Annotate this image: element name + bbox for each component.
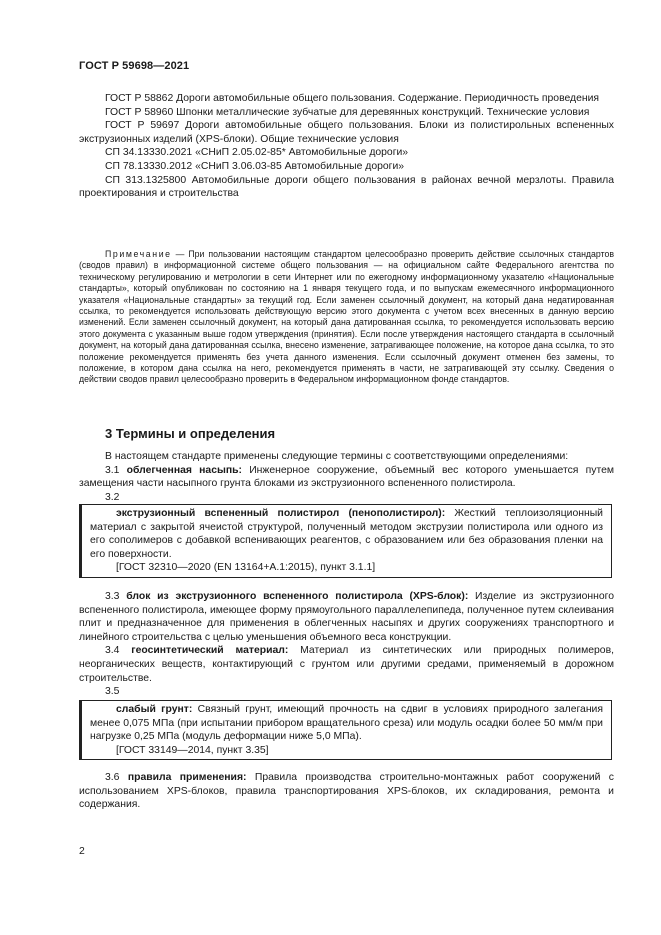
section-intro: В настоящем стандарте применены следующие термины с соответствующими определениями: bbox=[105, 451, 569, 462]
term-3-6-block bbox=[79, 771, 614, 812]
term-3-2-box bbox=[79, 504, 612, 578]
term-definition: Связный грунт, имеющий прочность на сдвиг в условиях природного залегания менее 0,075 МПа (при испытании прибором вращательного среза) или модуль осадки более 50 мм/м при нагрузке 0,25 МПа (модуль деформации ниже 5,0 МПа). bbox=[90, 704, 603, 743]
term-3-6 bbox=[79, 771, 614, 812]
term-3-5-box bbox=[79, 700, 612, 760]
term-definition: Материал из синтетических или природных полимеров, неорганических веществ, контактирующий с грунтом или другими средами, применяемый в дорожном строительстве. bbox=[79, 645, 614, 684]
term-number: 3.1 bbox=[105, 464, 120, 476]
reference-item: ГОСТ Р 58862 Дороги автомобильные общего пользования. Содержание. Периодичность проведения bbox=[105, 93, 600, 104]
page-number: 2 bbox=[79, 846, 85, 857]
section-intro-block bbox=[79, 450, 614, 504]
term-definition: Правила производства строительно-монтажных работ сооружений с использованием XPS-блоков, правила транспортирования XPS-блоков, их складирования, ремонта и содержания. bbox=[79, 772, 614, 811]
term-definition: Жесткий теплоизоляционный материал с закрытой ячеистой структурой, полученный методом экструзии полистирола или одного из его сополимеров с добавкой вспенивающих реагентов, с образованием или без образования пленки на его поверхности. bbox=[90, 508, 603, 560]
term-name: экструзионный вспененный полистирол (пенополистирол): bbox=[116, 508, 446, 519]
term-name: геосинтетический материал: bbox=[131, 645, 289, 657]
term-number: 3.3 bbox=[105, 591, 120, 602]
term-3-3 bbox=[79, 590, 614, 644]
reference-item: СП 34.13330.2021 «СНиП 2.05.02-85* Автомобильные дороги» bbox=[105, 147, 409, 159]
terms-3-3-3-4-block bbox=[79, 590, 614, 699]
reference-item: ГОСТ Р 58960 Шпонки металлические зубчатые для деревянных конструкций. Технические условия bbox=[105, 106, 590, 118]
section-title: 3 Термины и определения bbox=[105, 426, 276, 441]
term-number-3-2: 3.2 bbox=[105, 491, 120, 503]
reference-item: СП 78.13330.2012 «СНиП 3.06.03-85 Автомобильные дороги» bbox=[105, 160, 405, 172]
note-text: — При пользовании настоящим стандартом целесообразно проверить действие ссылочных стандартов (сводов правил) в информационной системе общего пользования — на официальном сайте Федерального агентства по техническому регулированию и метрологии в сети Интернет или по ежегодному информационному указателю «Национальные стандарты», который опубликован по состоянию на 1 января текущего года, и по выпускам ежемесячного информационного указателя «Национальные стандарты» за текущий год. Если заменен ссылочный документ, на который дана недатированная ссылка, то рекомендуется использовать действующую версию этого документа с учетом всех внесенных в данную версию изменений. Если заменен ссылочный документ, на который дана датированная ссылка, то рекомендуется использовать версию этого документа с указанным выше годом утверждения (принятия). Если после утверждения настоящего стандарта в ссылочный документ, на который дана датированная ссылка, внесено изменение, затрагивающее положение, на которое дана ссылка, то это положение рекомендуется применять без учета данного изменения. Если ссылочный документ отменен без замены, то положение, в котором дана ссылка на него, рекомендуется применять в части, не затрагивающей эту ссылку. Сведения о действии сводов правил целесообразно проверить в Федеральном информационном фонде стандартов. bbox=[79, 249, 614, 385]
term-name: слабый грунт: bbox=[116, 704, 193, 715]
term-name: блок из экструзионного вспененного полистирола (XPS-блок): bbox=[126, 591, 469, 602]
term-number: 3.4 bbox=[105, 645, 120, 657]
term-number: 3.6 bbox=[105, 772, 120, 783]
term-source: [ГОСТ 33149—2014, пункт 3.35] bbox=[116, 744, 269, 756]
term-definition: Инженерное сооружение, объемный вес которого уменьшается путем замещения части насыпного грунта блоками из экструзионного вспененного полистирола. bbox=[79, 464, 615, 490]
note-block bbox=[79, 249, 614, 386]
term-number-3-5: 3.5 bbox=[105, 686, 120, 698]
term-3-4 bbox=[79, 644, 614, 685]
note-label: Примечание bbox=[105, 249, 172, 259]
reference-item: СП 313.1325800 Автомобильные дороги общего пользования в районах вечной мерзлоты. Правила проектирования и строительства bbox=[79, 174, 614, 200]
reference-item: ГОСТ Р 59697 Дороги автомобильные общего пользования. Блоки из полистирольных вспененных экструзионных изделий (XPS-блоки). Общие технические условия bbox=[79, 120, 614, 145]
reference-list bbox=[79, 92, 614, 201]
term-name: облегченная насыпь: bbox=[126, 464, 242, 476]
term-name: правила применения: bbox=[127, 772, 247, 783]
term-source: [ГОСТ 32310—2020 (EN 13164+A.1:2015), пункт 3.1.1] bbox=[116, 562, 376, 574]
document-header: ГОСТ Р 59698—2021 bbox=[79, 60, 190, 72]
term-3-1 bbox=[79, 464, 614, 491]
term-definition: Изделие из экструзионного вспененного полистирола, имеющее форму прямоугольного параллелепипеда, полученное путем склеивания плит и предназначенное для применения в облегченных насыпях и других сооружениях транспортного и линейного строительства с целью уменьшения объемного веса конструкции. bbox=[79, 591, 614, 643]
